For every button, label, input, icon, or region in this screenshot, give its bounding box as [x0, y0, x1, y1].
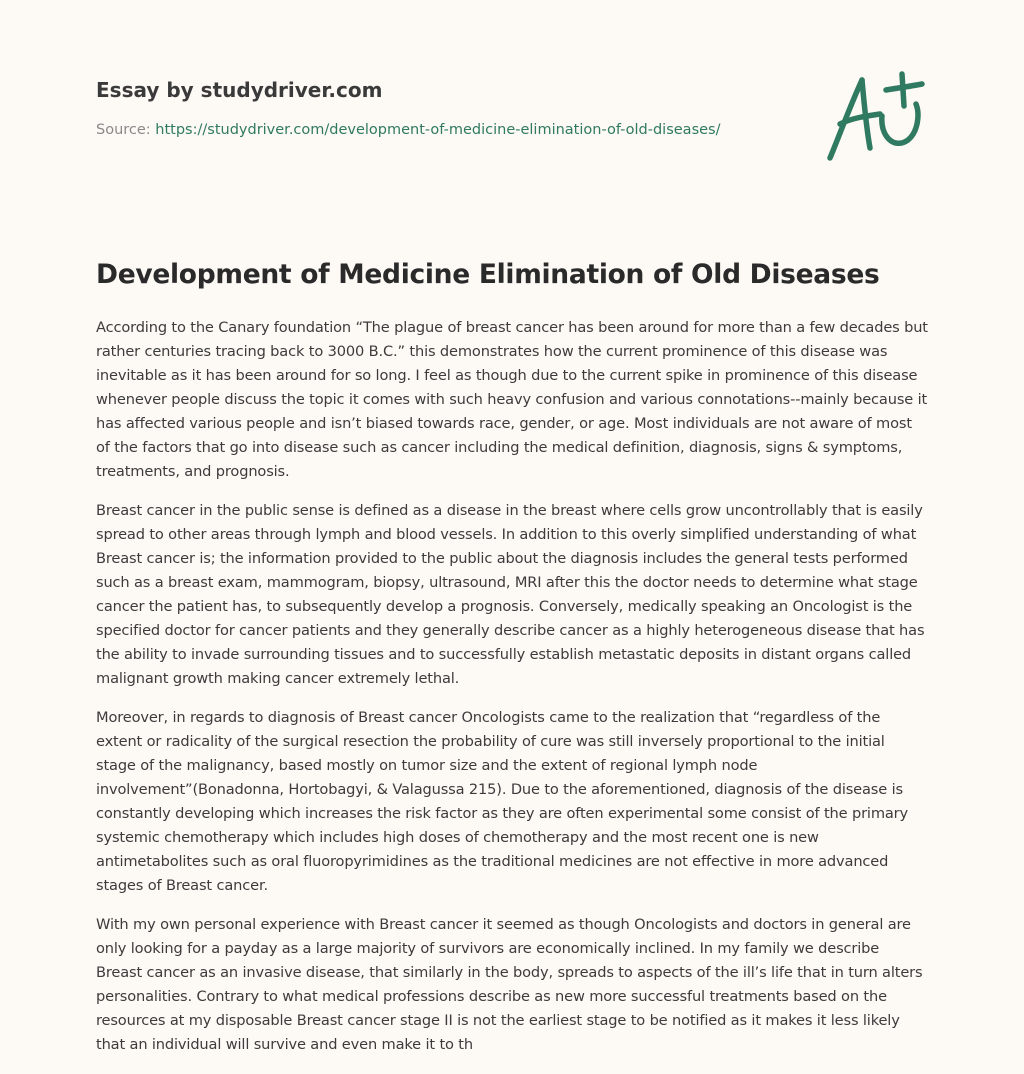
essay-paragraph-3: Moreover, in regards to diagnosis of Breast cancer Oncologists came to the realization that “regardless of the extent or radicality of the surgical resection the probability of cure was still inversely proportional to the initial stage of the malignancy, based mostly on tumor size and the extent of regional lymph node involvement”(Bonadonna, Hortobagyi, & Valagussa 215). Due to the aforementioned, diagnosis of the disease is constantly developing which increases the risk factor as they are often experimental some consist of the primary systemic chemotherapy which includes high doses of chemotherapy and the most recent one is new antimetabolites such as oral fluoropyrimidines as the traditional medicines are not effective in more advanced stages of Breast cancer.	[96, 709, 909, 894]
brand-title: Essay by studydriver.com	[96, 78, 383, 102]
essay-title: Development of Medicine Elimination of Old Diseases	[96, 259, 880, 290]
essay-paragraph-2: Breast cancer in the public sense is defined as a disease in the breast where cells grow uncontrollably that is easily spread to other areas through lymph and blood vessels. In addition to this overly simplified understanding of what Breast cancer is; the information provided to the public about the diagnosis includes the general tests performed such as a breast exam, mammogram, biopsy, ultrasound, MRI after this the doctor needs to determine what stage cancer the patient has, to subsequently develop a prognosis. Conversely, medically speaking an Oncologist is the specified doctor for cancer patients and they generally describe cancer as a highly heterogeneous disease that has the ability to invade surrounding tissues and to successfully establish metastatic deposits in distant organs called malignant growth making cancer extremely lethal.	[96, 502, 925, 687]
essay-content	[96, 256, 928, 1072]
source-line	[96, 120, 796, 140]
essay-paragraph-4: With my own personal experience with Breast cancer it seemed as though Oncologists and doctors in general are only looking for a payday as a large majority of survivors are economically inclined. In my family we describe Breast cancer as an invasive disease, that similarly in the body, spreads to aspects of the ill’s life that in turn alters personalities. Contrary to what medical professions describe as new more successful treatments based on the resources at my disposable Breast cancer stage II is not the earliest stage to be notified as it makes it less likely that an individual will survive and even make it to th	[96, 916, 923, 1053]
source-link[interactable]: https://studydriver.com/development-of-medicine-elimination-of-old-diseases/	[155, 122, 721, 138]
a-plus-logo-icon	[820, 66, 930, 166]
page-header	[96, 76, 796, 140]
source-label: Source:	[96, 122, 156, 138]
essay-paragraph-1: According to the Canary foundation “The plague of breast cancer has been around for more than a few decades but rather centuries tracing back to 3000 B.C.” this demonstrates how the current prominence of this disease was inevitable as it has been around for so long. I feel as though due to the current spike in prominence of this disease whenever people discuss the topic it comes with such heavy confusion and various connotations--mainly because it has affected various people and isn’t biased towards race, gender, or age. Most individuals are not aware of most of the factors that go into disease such as cancer including the medical definition, diagnosis, signs & symptoms, treatments, and prognosis.	[96, 319, 928, 480]
